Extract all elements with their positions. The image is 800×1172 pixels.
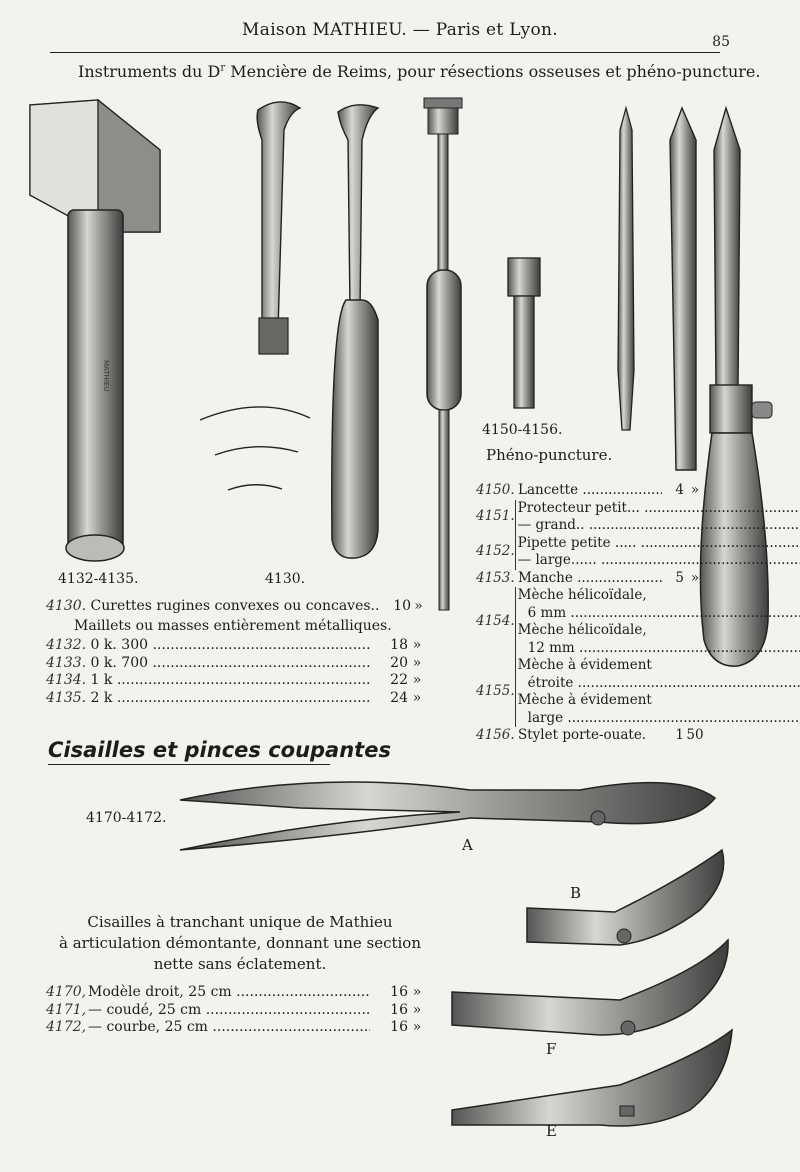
shears-b-engraving (527, 850, 724, 945)
list-group: 4151. Protecteur petit... ..... — grand.. ..... (476, 500, 706, 535)
section-subtitle: Instruments du $D^r$ Mencière de Reims, pour résections osseuses et phéno-puncture. (78, 62, 761, 81)
page-header: Maison MATHIEU. — Paris et Lyon. (242, 20, 558, 40)
mallet-engraving (30, 100, 160, 561)
list-group: 4155. Mèche à évidement étroite ..... Mèche à évidement large ..... (476, 657, 706, 727)
list-group: 4152. Pipette petite ..... ..... — large...... ..... (476, 535, 706, 570)
pipette-engraving (508, 258, 540, 408)
list-item: 4133. 0 k. 700 ..... 20 » (46, 655, 426, 673)
fig-caption-4150: 4150-4156. (482, 422, 563, 438)
left-price-list (46, 598, 426, 707)
lancette-engraving (618, 108, 634, 430)
list-item: 4171, — coudé, 25 cm ..... 16 » (46, 1002, 426, 1020)
list-group: 4154. Mèche hélicoïdale, 6 mm ..... Mèche hélicoïdale, 12 mm ..... (476, 587, 706, 657)
cisailles-price-list (46, 984, 426, 1037)
list-item: 4135. 2 k ..... 24 » (46, 690, 426, 708)
header-rule (50, 52, 720, 53)
fig-caption-4130: 4130. (265, 571, 306, 587)
shears-a-engraving (180, 782, 715, 850)
list-item: 4170, Modèle droit, 25 cm ..... 16 » (46, 984, 426, 1002)
list-item: 4150. Lancette ..... 4 » (476, 482, 706, 500)
list-item: 4130. Curettes rugines convexes ou concaves.. 10 » (46, 598, 423, 614)
long-handle-engraving (424, 98, 462, 610)
fig-letter-f: F (546, 1040, 557, 1058)
fig-caption-4132: 4132-4135. (58, 571, 139, 587)
stamp-text: MATHIEU (102, 360, 110, 392)
large-curette-engraving (332, 105, 378, 558)
right-price-list (476, 482, 706, 745)
fig-letter-a: A (462, 836, 473, 854)
shears-f-engraving (452, 940, 728, 1035)
fig-caption-4170: 4170-4172. (86, 810, 167, 826)
curette-profiles (200, 407, 310, 490)
fig-letter-b: B (570, 884, 582, 902)
fig-letter-e: E (546, 1122, 557, 1140)
list-heading: Maillets ou masses entièrement métalliques. (74, 617, 392, 634)
list-item: 4156. Stylet porte-ouate. 1 50 (476, 727, 704, 743)
small-curette-engraving (257, 102, 300, 354)
section-rule (48, 764, 330, 765)
protector-engraving (670, 108, 696, 470)
pheno-title: Phéno-puncture. (486, 446, 613, 464)
section-title: Cisailles et pinces coupantes (48, 738, 391, 762)
list-item: 4132. 0 k. 300 ..... 18 » (46, 637, 426, 655)
drill-engraving (700, 108, 772, 666)
shears-e-engraving (452, 1030, 732, 1126)
cisailles-description: Cisailles à tranchant unique de Mathieu à articulation démontante, donnant une section nette sans éclatement. (58, 913, 421, 973)
list-item: 4172, — courbe, 25 cm ..... 16 » (46, 1019, 426, 1037)
list-item: 4153. Manche ..... 5 » (476, 570, 706, 588)
list-item: 4134. 1 k ..... 22 » (46, 672, 426, 690)
page-number: 85 (712, 34, 730, 50)
